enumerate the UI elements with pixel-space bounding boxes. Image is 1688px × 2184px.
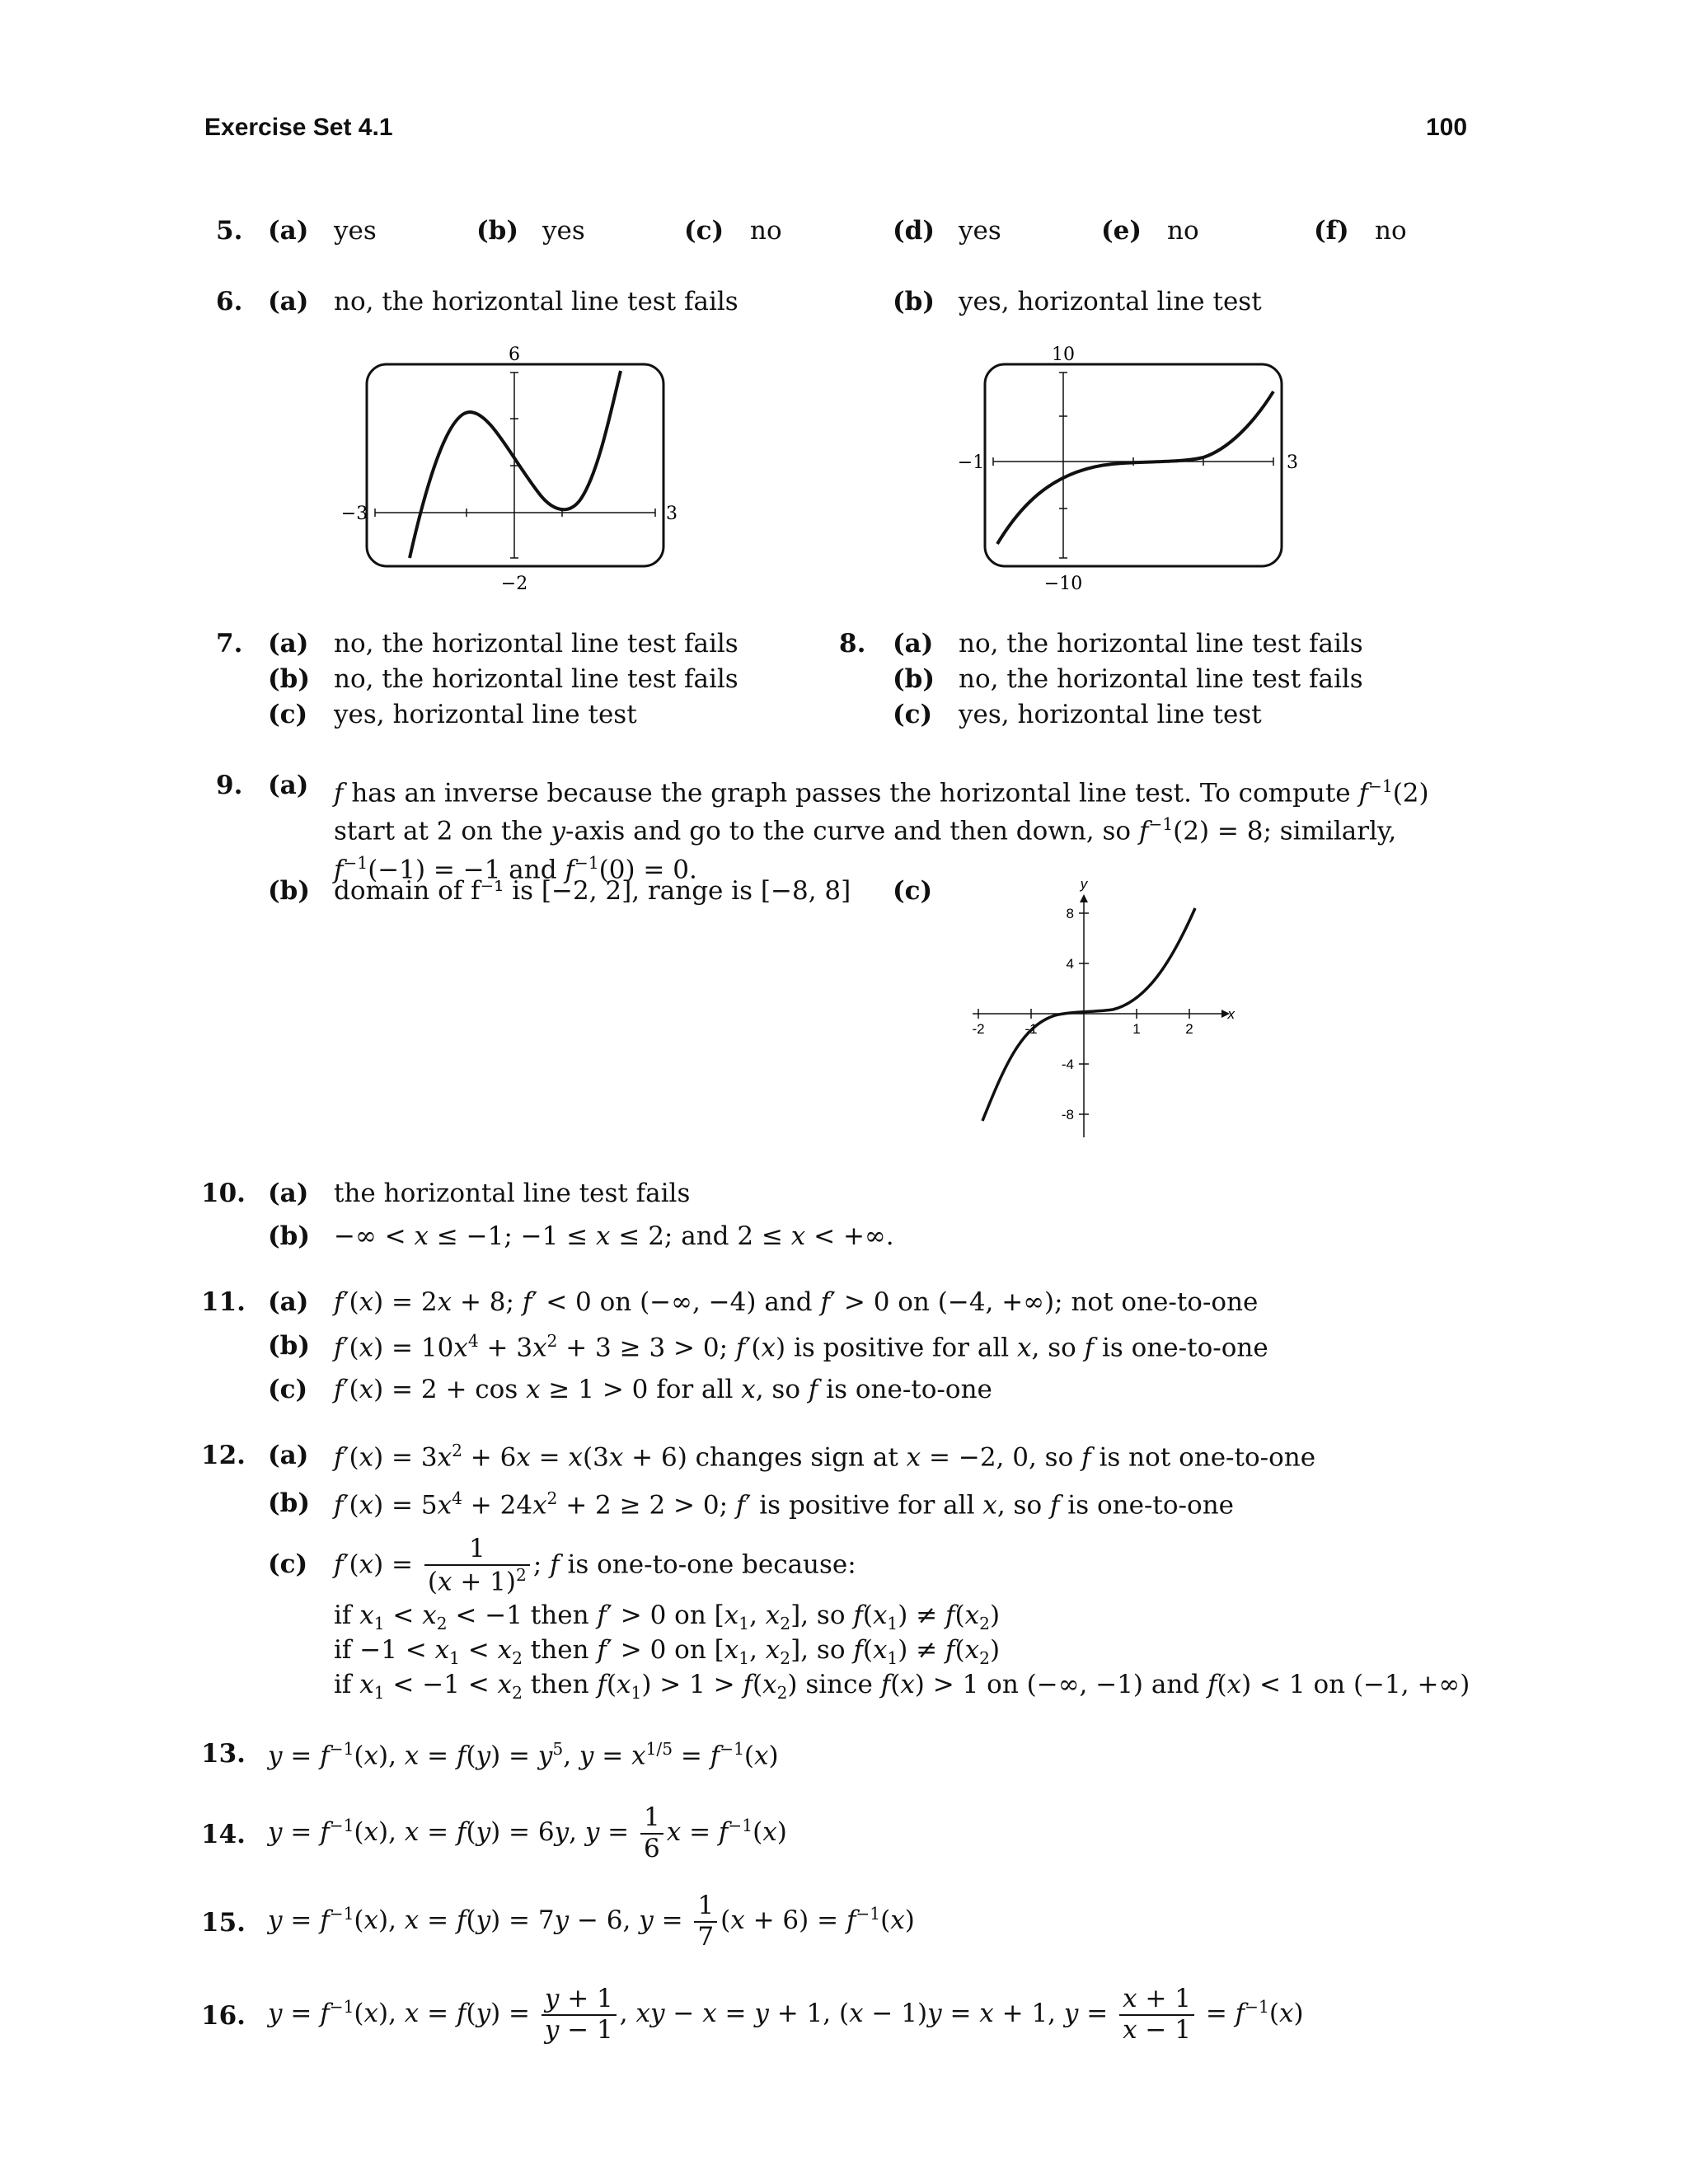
- part-label: (f): [1314, 216, 1349, 246]
- ymin-label: −10: [1043, 574, 1083, 594]
- answer-text: yes, horizontal line test: [334, 700, 637, 729]
- answer-text: no, the horizontal line test fails: [334, 664, 738, 694]
- graph-9c: [956, 874, 1236, 1146]
- answer-text: f′(x) = 2x + 8; f′ < 0 on (−∞, −4) and f′ > 0 on (−4, +∞); not one-to-one: [334, 1287, 1259, 1317]
- problem-number: 13.: [201, 1739, 246, 1769]
- answer-text: $f'(x) = 10x^4 + 3x^2 + 3 \ge 3 > 0$; f′(x) is positive for all x, so f is one-to-one: [334, 1331, 1268, 1363]
- answer-text: $y = f^{-1}(x)$, x = f(y) = $\frac{y + 1}{y - 1}$ , xy − x = y + 1, (x − 1)y = x + 1, y = $\frac{x + 1}{x - 1}$ = $f^{-1}(x)$: [268, 1984, 1304, 2045]
- part-label: (d): [893, 216, 935, 246]
- part-label: (a): [268, 1287, 309, 1317]
- part-label: (b): [893, 664, 935, 694]
- answer-text: no: [1167, 216, 1199, 246]
- part-label: (a): [268, 1441, 309, 1470]
- xmax-label: 3: [1287, 452, 1298, 473]
- ytick-label: -8: [1061, 1107, 1074, 1122]
- answer-text: yes: [959, 216, 1001, 246]
- xtick-label: 1: [1132, 1021, 1141, 1037]
- answer-text: no, the horizontal line test fails: [959, 629, 1363, 658]
- answer-text: $y = f^{-1}(x)$, $x = f(y) = y^5$, $y = x^{1/5} = f^{-1}(x)$: [268, 1739, 779, 1771]
- problem-number: 11.: [201, 1287, 246, 1317]
- ymin-label: −2: [500, 574, 528, 594]
- xtick-label: -2: [972, 1021, 985, 1037]
- ytick-label: -4: [1061, 1057, 1074, 1072]
- part-label: (a): [268, 287, 309, 316]
- answer-text: f′(x) = $\frac{1}{(x + 1)^2}$ ; f is one-to-one because:: [334, 1534, 856, 1596]
- problem-number: 14.: [201, 1820, 246, 1849]
- part-label: (b): [268, 876, 311, 906]
- part-label: (b): [476, 216, 519, 246]
- x-axis-label: x: [1227, 1006, 1235, 1022]
- part-label: (e): [1101, 216, 1142, 246]
- ymax-label: 10: [1052, 344, 1075, 365]
- part-label: (a): [268, 771, 309, 800]
- answer-text: if $x_1 < x_2 < -1$ then f′ > 0 on [$x_1$, $x_2$], so $f(x_1) \ne f(x_2)$: [334, 1601, 1001, 1634]
- answer-text: no, the horizontal line test fails: [959, 664, 1363, 694]
- answer-text: domain of f⁻¹ is [−2, 2], range is [−8, 8]: [334, 876, 851, 906]
- answer-text: no: [750, 216, 782, 246]
- answer-text: $f'(x) = 5x^4 + 24x^2 + 2 \ge 2 > 0$; f′ is positive for all x, so f is one-to-one: [334, 1488, 1235, 1521]
- part-label: (a): [893, 629, 934, 658]
- part-label: (c): [268, 1549, 308, 1579]
- answer-text: yes, horizontal line test: [959, 700, 1262, 729]
- problem-number: 9.: [216, 771, 243, 800]
- problem-number: 7.: [216, 629, 243, 658]
- cubic-graph: [326, 334, 705, 606]
- ymax-label: 6: [509, 344, 520, 365]
- answer-text: no, the horizontal line test fails: [334, 629, 738, 658]
- problem-number: 10.: [201, 1179, 246, 1208]
- xmin-label: −1: [957, 452, 985, 473]
- part-label: (c): [893, 876, 933, 906]
- answer-text: if $-1 < x_1 < x_2$ then f′ > 0 on [$x_1$, $x_2$], so $f(x_1) \ne f(x_2)$: [334, 1635, 1001, 1669]
- page-number: 100: [1426, 114, 1468, 141]
- curve: [997, 391, 1273, 544]
- answer-text: f′(x) = 2 + cos x ≥ 1 > 0 for all x, so f is one-to-one: [334, 1375, 992, 1404]
- y-axis-label: y: [1080, 876, 1088, 892]
- part-label: (a): [268, 1179, 309, 1208]
- answer-text: −∞ < x ≤ −1; −1 ≤ x ≤ 2; and 2 ≤ x < +∞.: [334, 1221, 894, 1251]
- answer-text: $y = f^{-1}(x)$, x = f(y) = 6y, y = $\frac{1}{6}$ $x = f^{-1}(x)$: [268, 1802, 787, 1863]
- part-label: (a): [268, 216, 309, 246]
- graph-6b: [948, 334, 1327, 606]
- ytick-label: 8: [1066, 906, 1074, 921]
- section-title: Exercise Set 4.1: [204, 114, 393, 141]
- problem-number: 12.: [201, 1441, 246, 1470]
- part-label: (b): [893, 287, 935, 316]
- problem-number: 5.: [216, 216, 243, 246]
- part-label: (a): [268, 629, 309, 658]
- graph-6a: [326, 334, 705, 606]
- curve: [982, 908, 1195, 1121]
- part-label: (b): [268, 664, 311, 694]
- answer-text: the horizontal line test fails: [334, 1179, 691, 1208]
- part-label: (c): [268, 700, 308, 729]
- answer-text: yes: [334, 216, 377, 246]
- inverse-cubic-graph: [956, 874, 1236, 1146]
- answer-text: yes: [542, 216, 585, 246]
- answer-text: yes, horizontal line test: [959, 287, 1262, 316]
- problem-number: 16.: [201, 2001, 246, 2031]
- part-label: (c): [893, 700, 933, 729]
- part-label: (b): [268, 1488, 311, 1518]
- answer-text: no, the horizontal line test fails: [334, 287, 738, 316]
- problem-number: 15.: [201, 1908, 246, 1938]
- xmax-label: 3: [666, 504, 678, 524]
- xmin-label: −3: [340, 504, 368, 524]
- problem-number: 6.: [216, 287, 243, 316]
- cubic-graph: [948, 334, 1327, 606]
- xtick-label: 2: [1185, 1021, 1193, 1037]
- ytick-label: 4: [1066, 956, 1074, 972]
- answer-text: $f'(x) = 3x^2 + 6x = x(3x + 6)$ changes sign at x = −2, 0, so f is not one-to-one: [334, 1441, 1316, 1473]
- part-label: (c): [684, 216, 724, 246]
- answer-text: if $x_1 < -1 < x_2$ then $f(x_1) > 1 > f(x_2)$ since f(x) > 1 on (−∞, −1) and f(x) < 1 on (−1, +∞): [334, 1670, 1470, 1704]
- answer-text: $y = f^{-1}(x)$, x = f(y) = 7y − 6, y = $\frac{1}{7}$ $(x + 6) = f^{-1}(x)$: [268, 1891, 915, 1952]
- part-label: (b): [268, 1331, 311, 1361]
- problem-number: 8.: [839, 629, 866, 658]
- answer-text: f has an inverse because the graph passes the horizontal line test. To compute $f^{-1}(2)$ start at 2 on the y-axis and go to the curve and then down, so $f^{-1}(2) = 8$; similarly, $f^{-1}(-1) = -1$ and $f^{-1}(0) = 0$.: [334, 776, 1429, 884]
- answer-text: no: [1375, 216, 1407, 246]
- curve: [410, 371, 621, 558]
- part-label: (b): [268, 1221, 311, 1251]
- part-label: (c): [268, 1375, 308, 1404]
- xtick-label: -1: [1025, 1021, 1038, 1037]
